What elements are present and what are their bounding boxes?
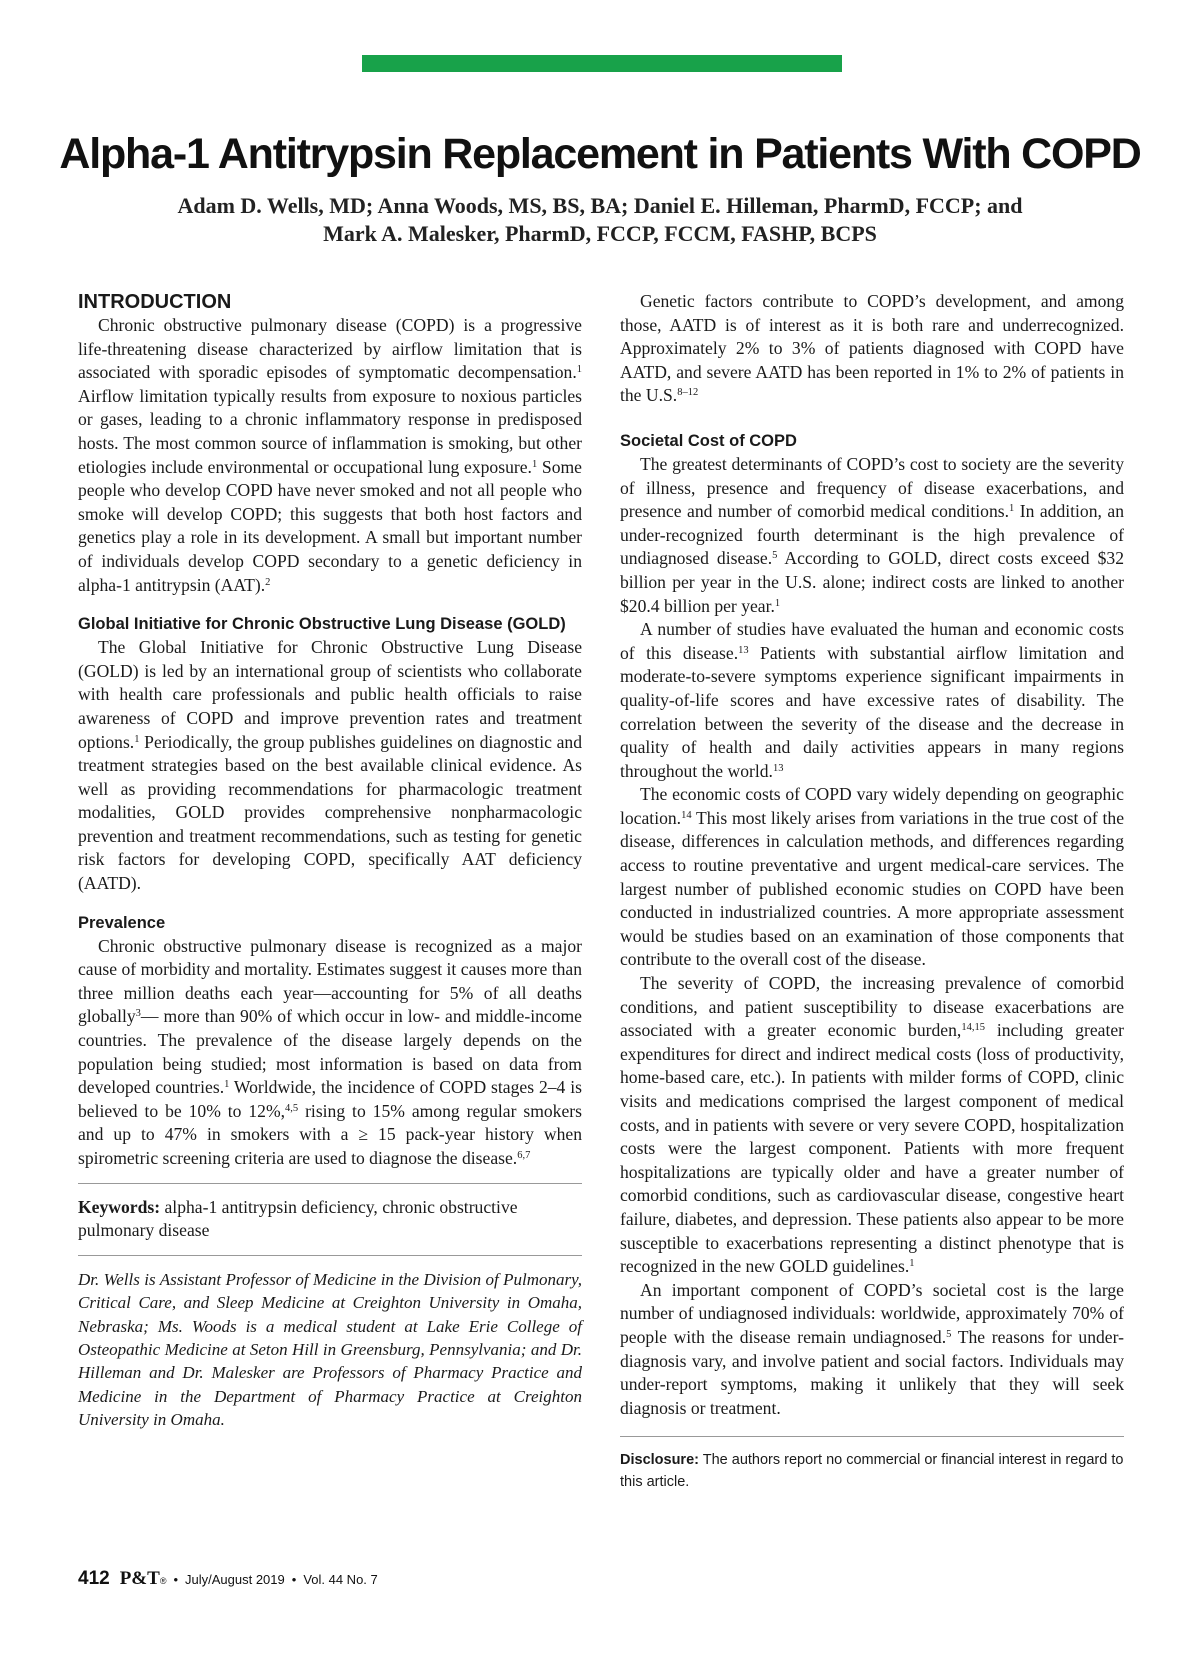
prevalence-heading: Prevalence xyxy=(78,913,166,932)
citation: 3 xyxy=(135,1008,141,1020)
disclosure-label: Disclosure: xyxy=(620,1452,699,1469)
citation: 1 xyxy=(224,1079,230,1091)
gold-paragraph: The Global Initiative for Chronic Obstructive Lung Disease (GOLD) is led by an international group of scientists who collaborate with health care professionals and public health officials to raise awareness of COPD and improve prevention rates and treatment options.$^1$ Periodically, the group publishes guidelines on diagnostic and treatment strategies based on the best available clinical evidence. As well as providing recommendations for pharmacologic treatment modalities, GOLD provides comprehensive nonpharmacologic prevention and treatment recommendations, such as testing for genetic risk factors for developing COPD, specifically AAT deficiency (AATD). xyxy=(78,637,582,894)
citation: 8–12 xyxy=(677,387,699,399)
citation: 6,7 xyxy=(517,1150,531,1161)
left-column xyxy=(78,290,582,1432)
right-column xyxy=(620,290,1124,1493)
divider xyxy=(620,1436,1124,1437)
author-affiliations: Dr. Wells is Assistant Professor of Medicine in the Division of Pulmonary, Critical Care, and Sleep Medicine at Creighton University in Omaha, Nebraska; Ms. Woods is a medical student at Lake Erie College of Osteopathic Medicine at Seton Hill in Greensburg, Pennsylvania; and Dr. Hilleman and Dr. Malesker are Professors of Pharmacy Practice and Medicine in the Department of Pharmacy Practice at Creighton University in Omaha. xyxy=(78,1269,582,1430)
journal-name: P&T xyxy=(119,1568,160,1589)
citation: 13 xyxy=(772,762,784,774)
registered-mark: ® xyxy=(159,1576,167,1586)
keywords-label: Keywords: xyxy=(78,1196,161,1217)
citation: 1 xyxy=(134,733,140,745)
keywords-text: alpha-1 antitrypsin deficiency, chronic obstructive pulmonary disease xyxy=(78,1196,518,1241)
citation: 5 xyxy=(772,550,778,562)
article-title: Alpha-1 Antitrypsin Replacement in Patients With COPD xyxy=(59,130,1141,178)
cost-paragraph-2: A number of studies have evaluated the human and economic costs of this disease.$^{13}$ Patients with substantial airflow limitation and moderate-to-severe symptoms experience significant impairments in quality-of-life scores and have excessive rates of disability. The correlation between the severity of the disease and the decrease in quality of health and daily activities appears in many regions throughout the world.$^{13}$ xyxy=(620,619,1125,781)
citation: 1 xyxy=(531,458,538,470)
cost-paragraph-5: An important component of COPD’s societal cost is the large number of undiagnosed individuals: worldwide, approximately 70% of people with the disease remain undiagnosed.$^5$ The reasons for under-diagnosis vary, and involve patient and social factors. Individuals may under-report symptoms, making it unlikely that they will seek diagnosis or treatment. xyxy=(620,1279,1124,1418)
citation: 14,15 xyxy=(961,1022,985,1034)
author-line-2: Mark A. Malesker, PharmD, FCCP, FCCM, FASHP, BCPS xyxy=(323,221,877,246)
separator: • xyxy=(173,1572,179,1587)
citation: 1 xyxy=(576,364,582,376)
divider xyxy=(78,1183,582,1184)
citation: 5 xyxy=(946,1328,952,1340)
cost-paragraph-3: The economic costs of COPD vary widely depending on geographic location.$^{14}$ This most likely arises from variations in the true cost of the disease, differences in calculation methods, and differences regarding access to routine preventative and urgent medical-care services. The largest number of published economic studies on COPD have been conducted in industrialized countries. A more appropriate assessment would be studies based on an examination of those components that contribute to the overall cost of the disease. xyxy=(620,784,1124,970)
page-number: 412 xyxy=(78,1568,110,1589)
prevalence-paragraph: Chronic obstructive pulmonary disease is recognized as a major cause of morbidity and mortality. Estimates suggest it causes more than three million deaths each year—accounting for 5% of all deaths globally$^3$— more than 90% of which occur in low- and middle-income countries. The prevalence of the disease largely depends on the population being studied; most information is based on data from developed countries.$^1$ Worldwide, the incidence of COPD stages 2–4 is believed to be 10% to 12%,$^{4,5}$ rising to 15% among regular smokers and up to 47% in smokers with a ≥ 15 pack-year history when spirometric screening criteria are used to diagnose the disease.$^{6,7}$ xyxy=(78,935,582,1168)
keywords xyxy=(78,1196,582,1243)
citation: 13 xyxy=(738,644,749,656)
separator: • xyxy=(291,1572,297,1587)
gold-heading: Global Initiative for Chronic Obstructive Lung Disease (GOLD) xyxy=(78,615,566,634)
author-list xyxy=(80,192,1120,248)
issue-date: July/August 2019 xyxy=(185,1572,285,1587)
disclosure xyxy=(620,1449,1124,1493)
author-line-1: Adam D. Wells, MD; Anna Woods, MS, BS, BA; Daniel E. Hilleman, PharmD, FCCP; and xyxy=(177,193,1023,218)
intro-paragraph: Chronic obstructive pulmonary disease (COPD) is a progressive life-threatening disease characterized by airflow limitation that is associated with sporadic episodes of symptomatic decompensation.$^1$ Airflow limitation typically results from exposure to noxious particles or gases, leading to a chronic inflammatory response in predisposed hosts. The most common source of inflammation is smoking, but other etiologies include environmental or occupational lung exposure.$^1$ Some people who develop COPD have never smoked and not all people who smoke will develop COPD; this suggests that both host factors and genetics play a role in its development. A small but important number of individuals develop COPD secondary to a genetic deficiency in alpha-1 antitrypsin (AAT).$^2$ xyxy=(78,315,582,595)
societal-cost-heading: Societal Cost of COPD xyxy=(620,431,797,450)
cost-paragraph-1: The greatest determinants of COPD’s cost to society are the severity of illness, presence and frequency of disease exacerbations, and presence and number of comorbid medical conditions.$^1$ In addition, an under-recognized fourth determinant is the high prevalence of undiagnosed disease.$^5$ According to GOLD, direct costs exceed $32 billion per year in the U.S. alone; indirect costs are linked to another $20.4 billion per year.$^1$ xyxy=(620,453,1124,616)
volume-number: Vol. 44 No. 7 xyxy=(303,1572,378,1587)
citation: 1 xyxy=(909,1258,915,1270)
introduction-heading: INTRODUCTION xyxy=(78,291,232,313)
cost-paragraph-4: The severity of COPD, the increasing prevalence of comorbid conditions, and patient susceptibility to disease exacerbations are associated with a greater economic burden,$^{14,15}$ including greater expenditures for direct and indirect medical costs (loss of productivity, home-based care, etc.). In patients with milder forms of COPD, clinic visits and medications comprised the largest component of medical costs, and in patients with severe or very severe COPD, hospitalization costs were the largest component. Patients with more frequent hospitalizations are typically older and have a greater number of comorbid conditions, such as cardiovascular disease, congestive heart failure, diabetes, and depression. These patients also appear to be more susceptible to exacerbations representing a distinct phenotype that is recognized in the new GOLD guidelines.$^1$ xyxy=(620,973,1124,1277)
divider xyxy=(78,1255,582,1256)
citation: 1 xyxy=(774,597,781,609)
citation: 14 xyxy=(681,809,692,821)
citation: 1 xyxy=(1009,503,1015,515)
genetic-factors-paragraph: Genetic factors contribute to COPD’s development, and among those, AATD is of interest as it is both rare and underrecognized. Approximately 2% to 3% of patients diagnosed with COPD have AATD, and severe AATD has been reported in 1% to 2% of patients in the U.S.$^{8-12}$ xyxy=(620,291,1124,406)
page-footer xyxy=(78,1568,378,1590)
citation: 2 xyxy=(265,576,271,588)
citation: 4,5 xyxy=(285,1102,299,1114)
green-accent-bar xyxy=(362,55,842,72)
disclosure-text: The authors report no commercial or financial interest in regard to this article. xyxy=(620,1452,1124,1491)
